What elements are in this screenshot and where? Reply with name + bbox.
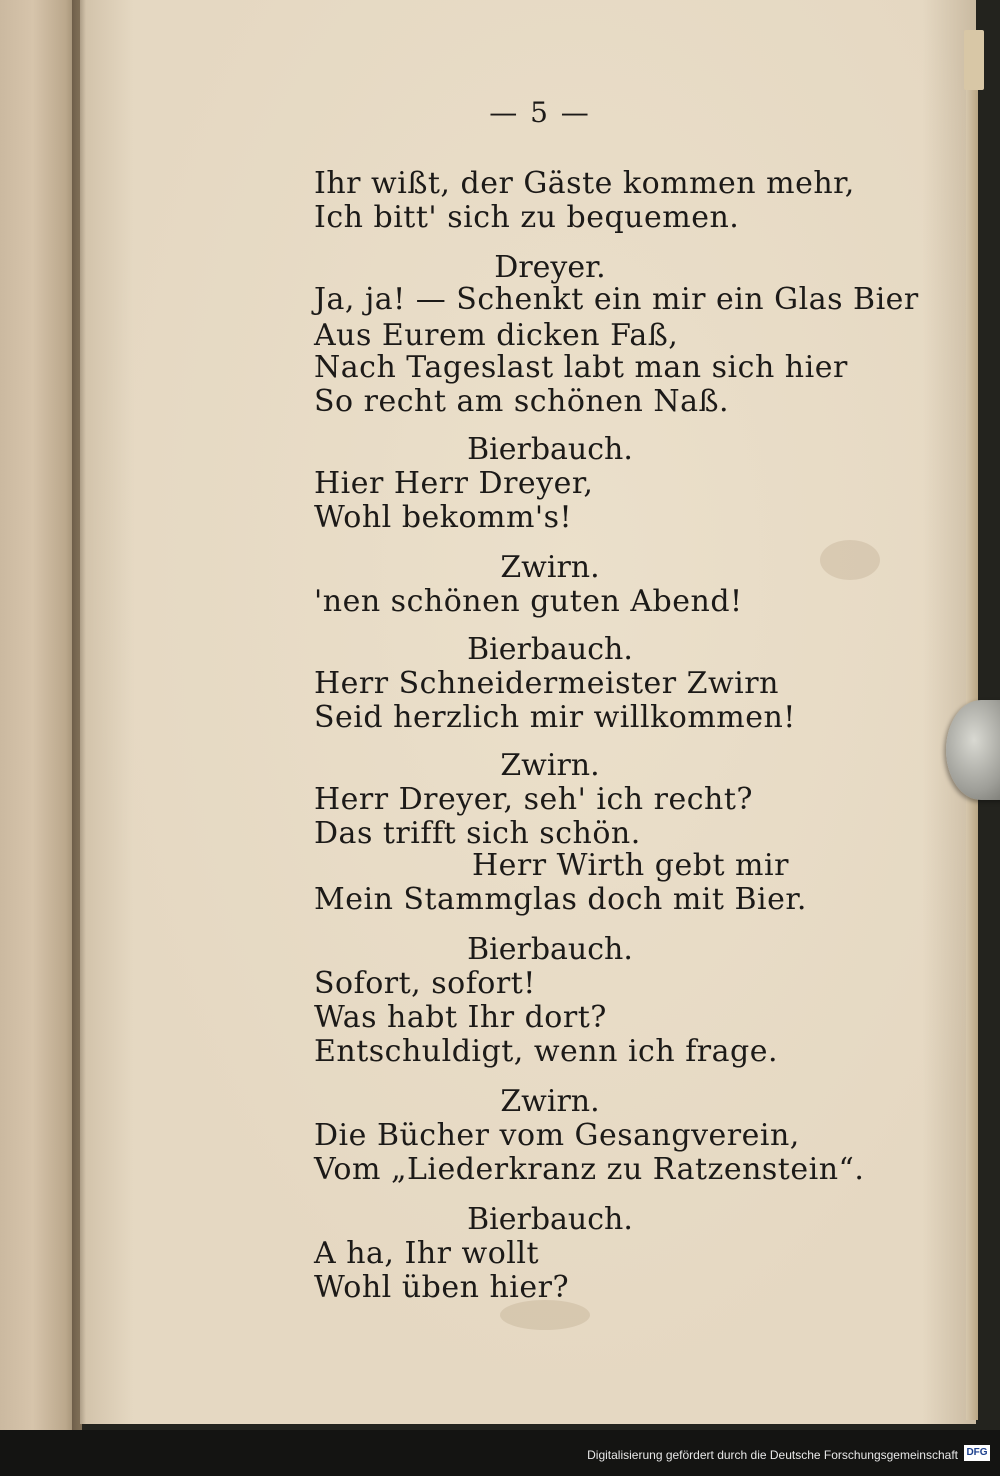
speaker-name: Bierbauch. bbox=[467, 1202, 633, 1237]
verse-line: Herr Dreyer, seh' ich recht? bbox=[314, 782, 753, 817]
speaker-name: Bierbauch. bbox=[467, 932, 633, 967]
speaker-name: Dreyer. bbox=[494, 250, 606, 285]
verse-line: Entschuldigt, wenn ich frage. bbox=[314, 1034, 779, 1069]
verse-line: Nach Tageslast labt man sich hier bbox=[314, 350, 848, 385]
verse-line: Das trifft sich schön. bbox=[314, 816, 641, 851]
page-number: — 5 — bbox=[489, 96, 591, 129]
verse-line: Hier Herr Dreyer, bbox=[314, 466, 594, 501]
verse-line: Herr Schneidermeister Zwirn bbox=[314, 666, 779, 701]
verse-line: Aus Eurem dicken Faß, bbox=[314, 318, 679, 353]
verse-line: So recht am schönen Naß. bbox=[314, 384, 730, 419]
verse-line: Ihr wißt, der Gäste kommen mehr, bbox=[314, 166, 855, 201]
verse-line: Seid herzlich mir willkommen! bbox=[314, 700, 796, 735]
speaker-name: Zwirn. bbox=[500, 1084, 600, 1119]
verse-line: 'nen schönen guten Abend! bbox=[314, 584, 743, 619]
dfg-logo: DFG bbox=[964, 1445, 990, 1461]
speaker-name: Zwirn. bbox=[500, 550, 600, 585]
verse-line: Herr Wirth gebt mir bbox=[472, 848, 789, 883]
funding-credit: Digitalisierung gefördert durch die Deutsche Forschungsgemeinschaft bbox=[587, 1448, 958, 1462]
verse-line: Was habt Ihr dort? bbox=[314, 1000, 607, 1035]
verse-line: Ich bitt' sich zu bequemen. bbox=[314, 200, 740, 235]
verse-line: Vom „Liederkranz zu Ratzenstein“. bbox=[314, 1152, 865, 1187]
speaker-name: Bierbauch. bbox=[467, 632, 633, 667]
verse-line: Ja, ja! — Schenkt ein mir ein Glas Bier bbox=[314, 282, 919, 317]
verse-line: Wohl üben hier? bbox=[314, 1270, 570, 1305]
verse-line: A ha, Ihr wollt bbox=[314, 1236, 540, 1271]
verse-line: Die Bücher vom Gesangverein, bbox=[314, 1118, 800, 1153]
verse-line: Mein Stammglas doch mit Bier. bbox=[314, 882, 807, 917]
verse-line: Wohl bekomm's! bbox=[314, 500, 573, 535]
verse-line: Sofort, sofort! bbox=[314, 966, 536, 1001]
speaker-name: Zwirn. bbox=[500, 748, 600, 783]
speaker-name: Bierbauch. bbox=[467, 432, 633, 467]
